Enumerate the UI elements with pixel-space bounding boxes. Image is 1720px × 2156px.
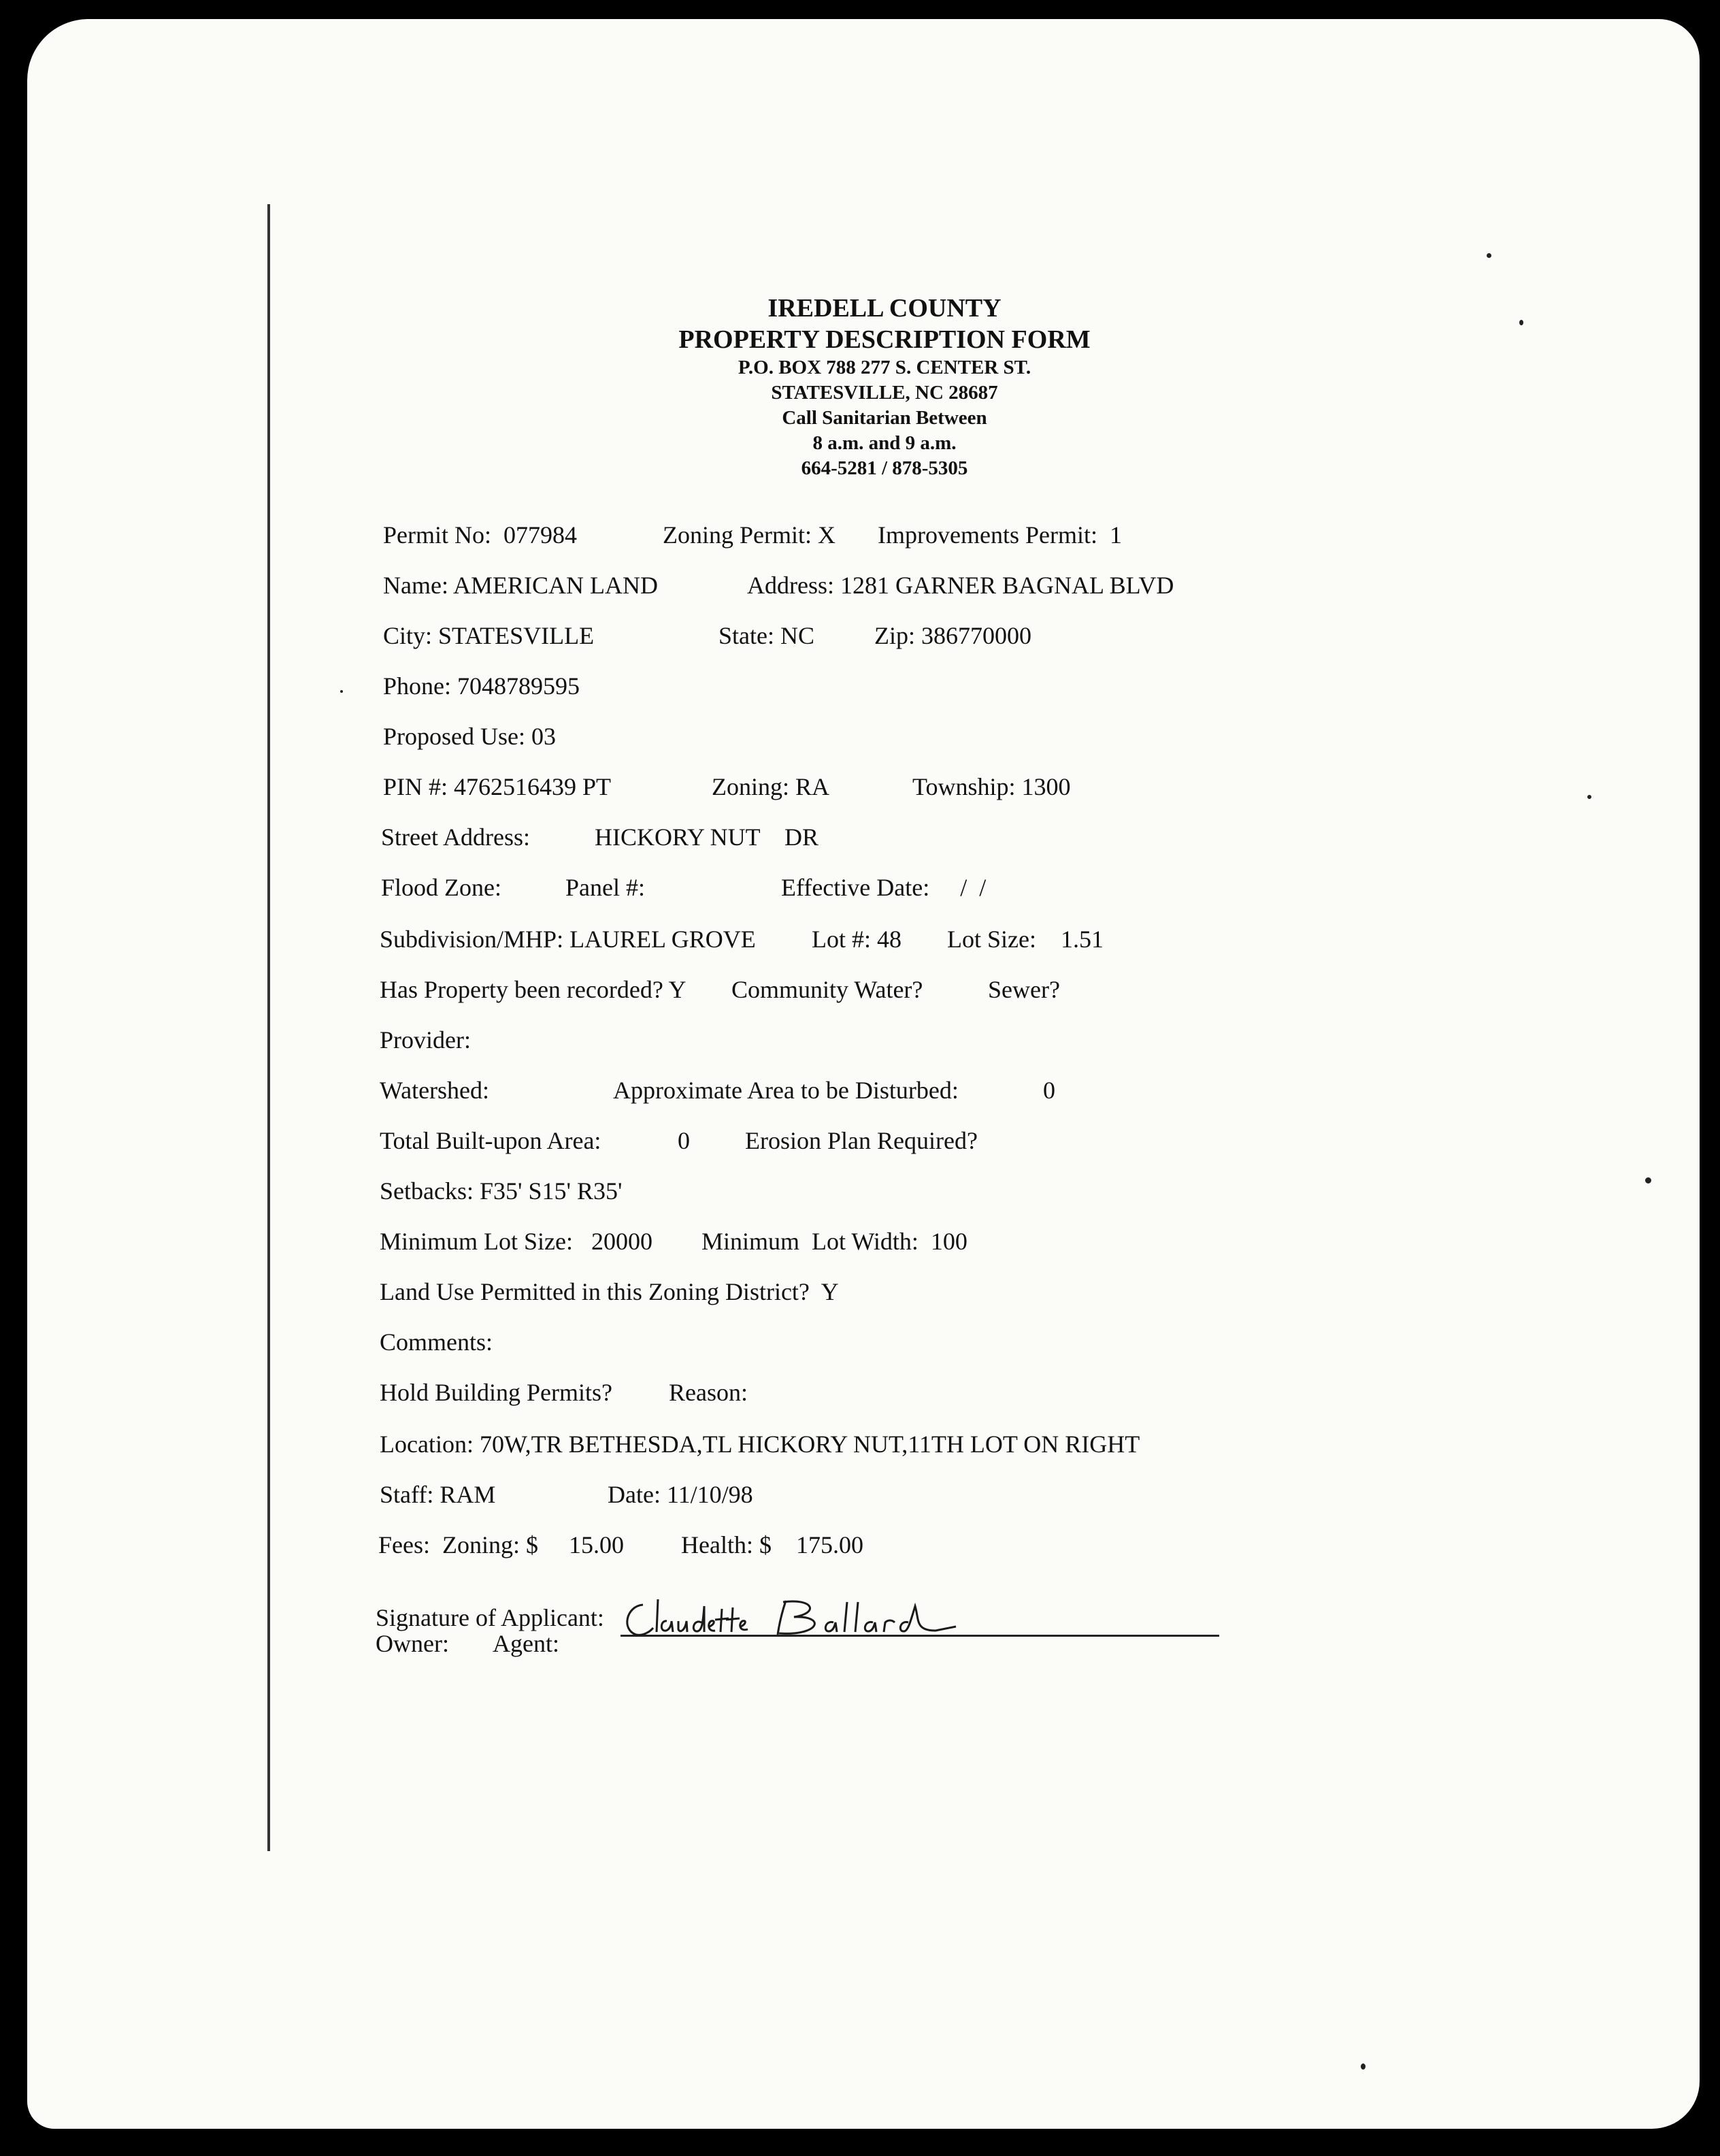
call-line: Call Sanitarian Between <box>782 407 987 429</box>
township: Township: 1300 <box>912 773 1071 800</box>
reason: Reason: <box>669 1379 748 1406</box>
erosion-plan: Erosion Plan Required? <box>745 1127 978 1154</box>
health-fee: Health: $ 175.00 <box>681 1531 863 1558</box>
permit-no: Permit No: 077984 <box>383 521 577 549</box>
phone-numbers: 664-5281 / 878-5305 <box>801 457 968 479</box>
zoning: Zoning: RA <box>712 773 830 800</box>
sewer: Sewer? <box>988 976 1060 1003</box>
zoning-fee: Fees: Zoning: $ 15.00 <box>378 1531 624 1558</box>
address-line: STATESVILLE, NC 28687 <box>771 382 998 404</box>
margin-line <box>267 204 270 1851</box>
staff: Staff: RAM <box>380 1481 496 1508</box>
location: Location: 70W,TR BETHESDA,TL HICKORY NUT,11TH LOT ON RIGHT <box>380 1431 1140 1458</box>
pin-number: PIN #: 4762516439 PT <box>383 773 612 800</box>
speck <box>340 690 343 693</box>
form-title: PROPERTY DESCRIPTION FORM <box>678 325 1091 354</box>
built-upon-area: Total Built-upon Area: <box>380 1127 601 1154</box>
street-address-label: Street Address: <box>381 823 530 851</box>
agent-label: Agent: <box>493 1630 559 1657</box>
subdivision: Subdivision/MHP: LAUREL GROVE <box>380 926 756 953</box>
panel-number: Panel #: <box>565 874 645 901</box>
signature-label: Signature of Applicant: <box>376 1604 604 1631</box>
provider: Provider: <box>380 1026 471 1054</box>
lot-number: Lot #: 48 <box>812 926 902 953</box>
applicant-address: Address: 1281 GARNER BAGNAL BLVD <box>747 572 1174 599</box>
handwritten-signature <box>616 1592 983 1647</box>
zoning-permit: Zoning Permit: X <box>663 521 836 549</box>
address-line: P.O. BOX 788 277 S. CENTER ST. <box>738 357 1031 378</box>
date: Date: 11/10/98 <box>608 1481 753 1508</box>
land-use-permitted: Land Use Permitted in this Zoning District? Y <box>380 1278 839 1305</box>
comments: Comments: <box>380 1328 493 1356</box>
zip: Zip: 386770000 <box>874 622 1031 649</box>
lot-size: Lot Size: 1.51 <box>947 926 1104 953</box>
state: State: NC <box>718 622 814 649</box>
hours-line: 8 a.m. and 9 a.m. <box>812 432 957 454</box>
speck <box>1487 253 1491 258</box>
county-title: IREDELL COUNTY <box>767 294 1002 323</box>
owner-label: Owner: <box>376 1630 449 1657</box>
minimum-lot-width: Minimum Lot Width: 100 <box>701 1228 968 1255</box>
setbacks: Setbacks: F35' S15' R35' <box>380 1177 623 1205</box>
community-water: Community Water? <box>731 976 923 1003</box>
speck <box>1645 1177 1651 1183</box>
area-disturbed: Approximate Area to be Disturbed: <box>613 1077 959 1104</box>
proposed-use: Proposed Use: 03 <box>383 723 556 750</box>
form-header <box>612 293 1157 481</box>
property-recorded: Has Property been recorded? Y <box>380 976 687 1003</box>
effective-date: Effective Date: / / <box>781 874 987 901</box>
area-disturbed-value: 0 <box>1043 1077 1055 1104</box>
minimum-lot-size: Minimum Lot Size: 20000 <box>380 1228 652 1255</box>
speck <box>1361 2063 1366 2070</box>
speck <box>1587 795 1591 799</box>
applicant-name: Name: AMERICAN LAND <box>383 572 658 599</box>
watershed: Watershed: <box>380 1077 490 1104</box>
built-upon-value: 0 <box>678 1127 690 1154</box>
hold-building-permits: Hold Building Permits? <box>380 1379 612 1406</box>
street-address-value: HICKORY NUT DR <box>595 823 819 851</box>
improvements-permit: Improvements Permit: 1 <box>878 521 1122 549</box>
flood-zone: Flood Zone: <box>381 874 501 901</box>
speck <box>1519 320 1523 325</box>
phone: Phone: 7048789595 <box>383 672 580 700</box>
city: City: STATESVILLE <box>383 622 595 649</box>
